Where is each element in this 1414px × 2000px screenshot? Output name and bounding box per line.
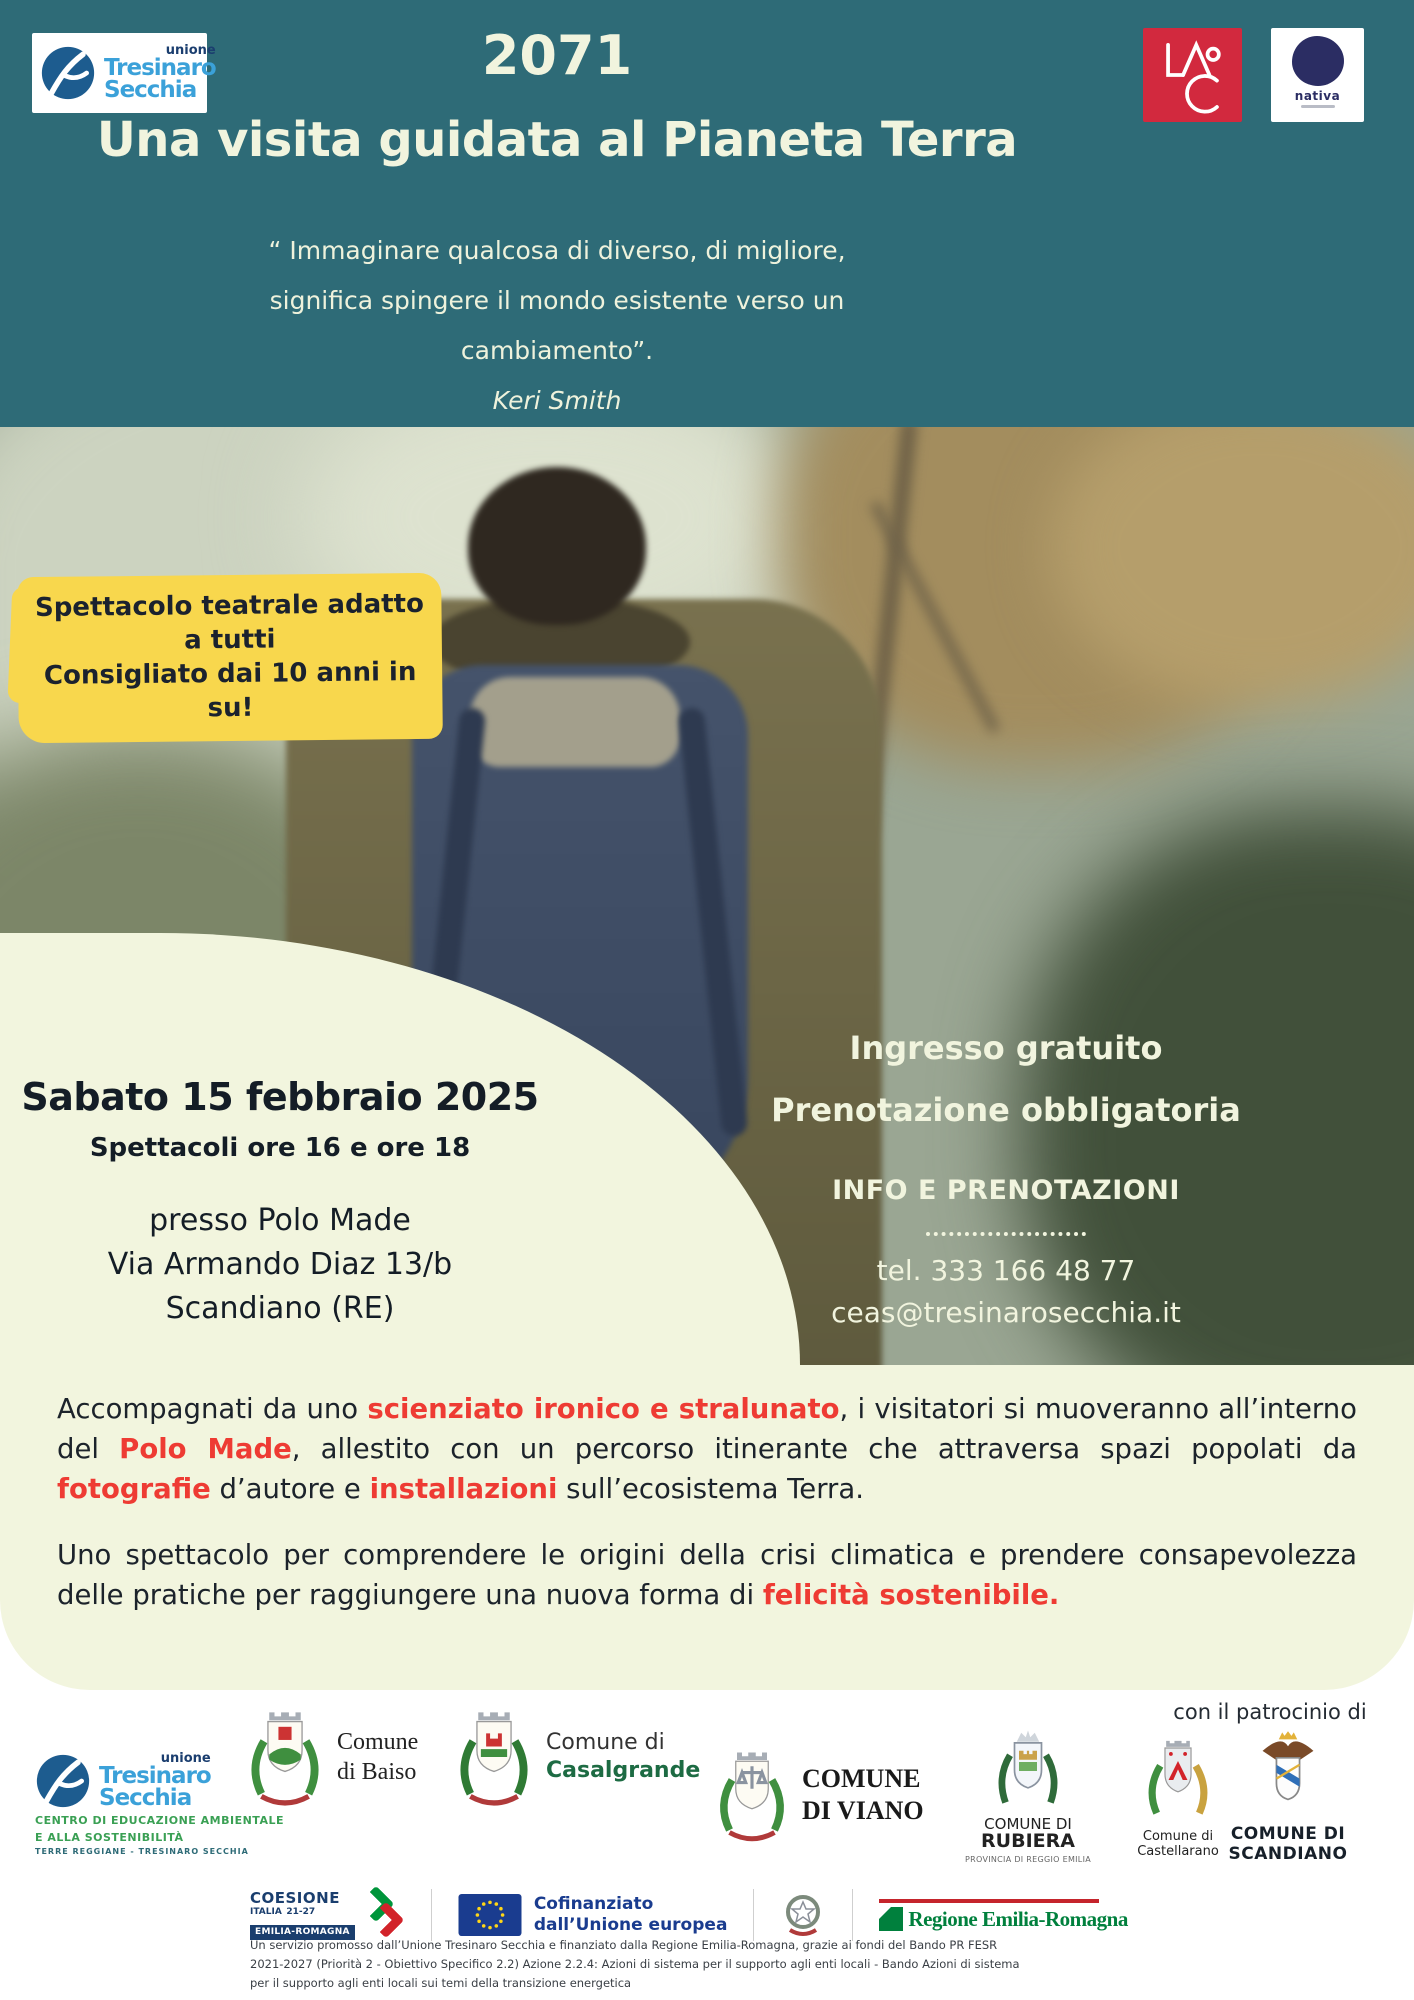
regione-emilia-romagna-logo bbox=[879, 1899, 1127, 1932]
venue-name: presso Polo Made bbox=[149, 1203, 411, 1238]
backpack-flap bbox=[470, 677, 680, 767]
info-heading: INFO E PRENOTAZIONI bbox=[832, 1175, 1180, 1206]
scandiano-label-2: SCANDIANO bbox=[1228, 1844, 1348, 1864]
contact bbox=[700, 1250, 1312, 1334]
lac-monogram-icon bbox=[1143, 28, 1242, 122]
quote-line-2: significa spingere il mondo esistente verso un bbox=[269, 286, 845, 315]
comune-di-castellarano-logo bbox=[1108, 1735, 1248, 1859]
comune-di-casalgrande-logo bbox=[452, 1702, 700, 1812]
logo-word-unione: unione bbox=[160, 1751, 211, 1766]
dotted-divider bbox=[926, 1232, 1086, 1236]
audience-badge bbox=[17, 573, 443, 743]
logo-word-secchia: Secchia bbox=[99, 1784, 192, 1811]
regione-wordmark: Regione Emilia-Romagna bbox=[908, 1906, 1128, 1931]
email-address: ceas@tresinarosecchia.it bbox=[831, 1296, 1181, 1329]
description-paragraph-2: Uno spettacolo per comprendere le origini della crisi climatica e prendere consapevolezza delle pratiche per raggiungere una nuova forma di felicità sostenibile. bbox=[57, 1539, 1357, 1611]
phone-number: tel. 333 166 48 77 bbox=[876, 1254, 1136, 1287]
casalgrande-crest-icon bbox=[452, 1702, 536, 1812]
coesione-line-1: COESIONE bbox=[250, 1888, 340, 1907]
eu-label-2: dall’Unione europea bbox=[533, 1915, 728, 1935]
logo-word-tresinaro: Tresinaro bbox=[99, 1763, 211, 1789]
baiso-crest-icon bbox=[243, 1702, 327, 1812]
eu-flag-icon bbox=[458, 1894, 522, 1936]
scandiano-label-1: COMUNE DI bbox=[1230, 1824, 1346, 1844]
regione-mark-icon bbox=[879, 1907, 903, 1931]
nativa-wordmark: nativa bbox=[1294, 89, 1341, 103]
baiso-label-2: di Baiso bbox=[337, 1759, 417, 1785]
rubiera-label-3: PROVINCIA DI REGGIO EMILIA bbox=[965, 1855, 1091, 1864]
viano-crest-icon bbox=[712, 1742, 792, 1848]
castellarano-label: Comune di Castellarano bbox=[1137, 1829, 1219, 1859]
quote-line-3: cambiamento”. bbox=[460, 336, 654, 365]
logo-word-secchia: Secchia bbox=[104, 77, 197, 103]
divider bbox=[431, 1889, 432, 1941]
header bbox=[0, 0, 1414, 427]
viano-label-1: COMUNE bbox=[802, 1764, 921, 1793]
info-and-booking bbox=[700, 1017, 1312, 1334]
coesione-region-bar: EMILIA-ROMAGNA bbox=[250, 1925, 355, 1940]
event-times: Spettacoli ore 16 e ore 18 bbox=[89, 1133, 471, 1163]
fine-print bbox=[250, 1936, 1060, 1993]
quote-line-1: “ Immaginare qualcosa di diverso, di migliore, bbox=[268, 236, 846, 265]
eu-cofunded-logo bbox=[458, 1894, 728, 1936]
venue-address: Via Armando Diaz 13/b bbox=[107, 1247, 453, 1282]
rubiera-label-2: RUBIERA bbox=[981, 1830, 1075, 1852]
hero-photo bbox=[0, 427, 1414, 1365]
logo-word-tresinaro: Tresinaro bbox=[104, 55, 216, 82]
ceas-subtitle-3: TERRE REGGIANE - TRESINARO SECCHIA bbox=[35, 1846, 249, 1856]
comune-di-scandiano-logo bbox=[1228, 1728, 1348, 1864]
divider bbox=[753, 1889, 754, 1941]
venue-city: Scandiano (RE) bbox=[165, 1291, 395, 1326]
event-date: Sabato 15 febbraio 2025 bbox=[21, 1075, 539, 1119]
lac-logo bbox=[1143, 28, 1242, 122]
casalgrande-label-1: Comune di bbox=[546, 1730, 665, 1755]
eu-label-1: Cofinanziato bbox=[533, 1894, 654, 1914]
coesione-chevrons-icon bbox=[361, 1891, 405, 1939]
quote-author: Keri Smith bbox=[492, 386, 622, 415]
fine-print-line-3: per il supporto agli enti locali sui temi della transizione energetica bbox=[250, 1976, 632, 1990]
castellarano-crest-icon bbox=[1140, 1735, 1216, 1825]
ceas-subtitle-1: CENTRO DI EDUCAZIONE AMBIENTALE bbox=[35, 1813, 284, 1827]
tresinaro-secchia-emblem-icon bbox=[35, 1753, 91, 1809]
badge-line-2: Consigliato dai 10 anni in su! bbox=[43, 657, 417, 724]
nativa-blob-icon bbox=[1292, 36, 1344, 86]
free-entry-label: Ingresso gratuito bbox=[849, 1029, 1163, 1067]
coesione-line-2: ITALIA bbox=[250, 1906, 282, 1917]
badge-line-1: Spettacolo teatrale adatto a tutti bbox=[34, 588, 425, 656]
regione-red-bar bbox=[879, 1899, 1099, 1903]
booking-required-label: Prenotazione obbligatoria bbox=[771, 1091, 1241, 1129]
italian-republic-emblem-icon bbox=[780, 1890, 826, 1940]
nativa-subline bbox=[1301, 105, 1335, 108]
casalgrande-label-2: Casalgrande bbox=[546, 1758, 701, 1783]
baiso-label-1: Comune bbox=[337, 1729, 419, 1755]
divider bbox=[852, 1889, 853, 1941]
comune-di-viano-logo bbox=[712, 1742, 924, 1848]
rubiera-label-1: COMUNE DI bbox=[984, 1815, 1072, 1833]
fine-print-line-2: 2021-2027 (Priorità 2 - Obiettivo Specifico 2.2) Azione 2.2.4: Azioni di sistema per il supporto agli enti locali - Bando Azioni di sistema bbox=[250, 1957, 1020, 1971]
comune-di-rubiera-logo bbox=[953, 1728, 1103, 1868]
nativa-logo bbox=[1271, 28, 1364, 122]
description-panel bbox=[0, 1365, 1414, 1690]
viano-label-2: DI VIANO bbox=[802, 1796, 924, 1825]
rubiera-crest-icon bbox=[992, 1728, 1064, 1814]
patronage-label: con il patrocinio di bbox=[1173, 1700, 1367, 1724]
logo-word-unione: unione bbox=[165, 43, 216, 59]
comune-di-baiso-logo bbox=[243, 1702, 418, 1812]
event-details bbox=[0, 1075, 560, 1331]
fine-print-line-1: Un servizio promosso dall’Unione Tresinaro Secchia e finanziato dalla Regione Emilia-Romagna, grazie ai fondi del Bando PR FESR bbox=[250, 1938, 998, 1952]
poster-year: 2071 bbox=[481, 24, 633, 87]
coesione-years: 21-27 bbox=[286, 1906, 316, 1917]
poster-title: Una visita guidata al Pianeta Terra bbox=[96, 112, 1018, 168]
scandiano-crest-icon bbox=[1251, 1728, 1325, 1820]
description-paragraph-1: Accompagnati da uno scienziato ironico e stralunato, i visitatori si muoveranno all’interno del Polo Made, allestito con un percorso itinerante che attraversa spazi popolati da fotografie d’autore e installazioni sull’ecosistema Terra. bbox=[57, 1393, 1357, 1505]
poster-quote bbox=[0, 226, 1114, 426]
coesione-italia-logo bbox=[250, 1888, 405, 1940]
hiker-head bbox=[468, 467, 646, 625]
event-venue bbox=[0, 1199, 560, 1331]
ceas-subtitle-2: E ALLA SOSTENIBILITÀ bbox=[35, 1830, 184, 1844]
